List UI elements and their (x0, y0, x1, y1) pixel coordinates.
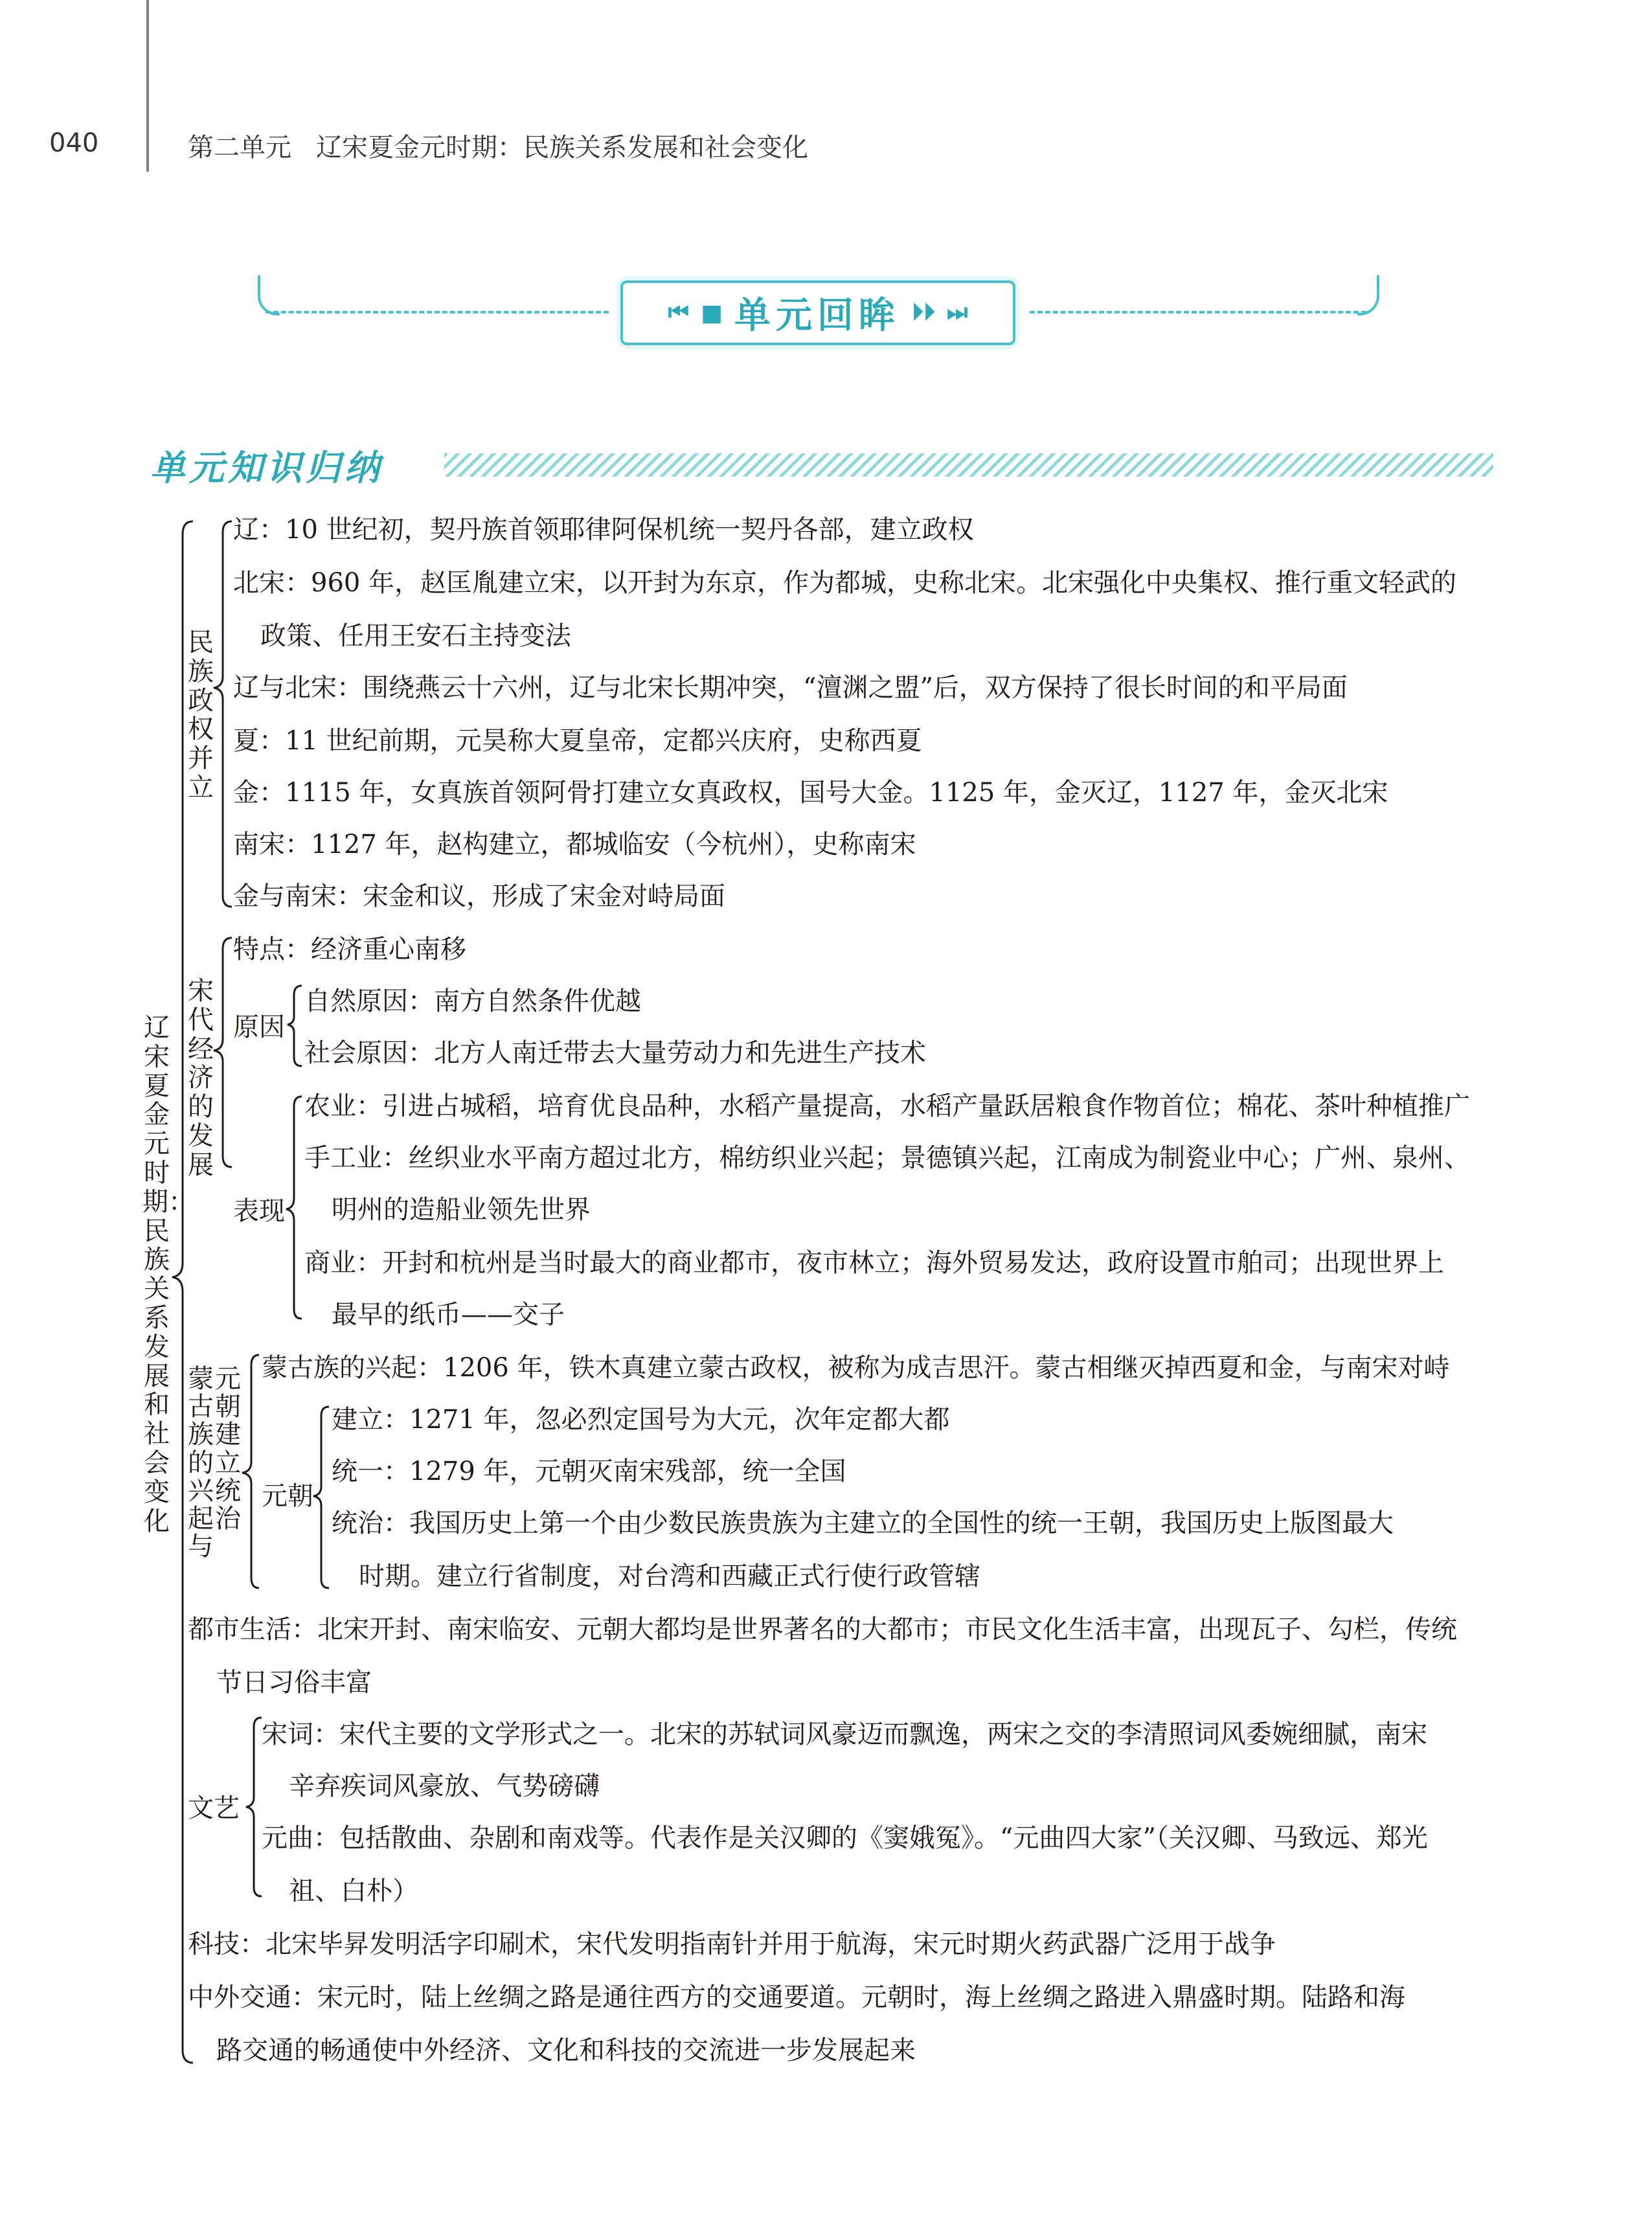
yuan-item-cont: 时期。建立行省制度，对台湾和西藏正式行使行政管辖 (359, 1562, 980, 1591)
perf-item: 农业：引进占城稻，培育优良品种，水稻产量提高，水稻产量跃居粮食作物首位；棉花、茶叶种植推广 (304, 1091, 1470, 1121)
economy-feature: 特点：经济重心南移 (233, 935, 466, 964)
yuan-label: 元朝 (262, 1481, 313, 1511)
regime-item: 夏：11 世纪前期，元昊称大夏皇帝，定都兴庆府，史称西夏 (233, 726, 922, 756)
yuan-item: 统治：我国历史上第一个由少数民族贵族为主建立的全国性的统一王朝，我国历史上版图最大 (332, 1508, 1394, 1538)
regime-item: 金：1115 年，女真族首领阿骨打建立女真政权，国号大金。1125 年，金灭辽，1127 年，金灭北宋 (233, 778, 1388, 808)
brace-perf (286, 1096, 302, 1319)
reason-item: 自然原因：南方自然条件优越 (304, 986, 641, 1016)
brace-yuan (313, 1407, 329, 1588)
play-icon: ⏵⏵ (912, 299, 935, 326)
banner-title: 单元回眸 (734, 295, 900, 337)
brace-mongol (242, 1355, 259, 1588)
arts-label: 文艺 (188, 1793, 240, 1823)
regime-item: 南宋：1127 年，赵构建立，都城临安（今杭州），史称南宋 (233, 830, 916, 859)
yuan-item: 建立：1271 年，忽必烈定国号为大元，次年定都大都 (332, 1405, 950, 1435)
regime-item-cont: 政策、任用王安石主持变法 (260, 621, 571, 651)
mongol-label-col1: 蒙古族的兴起与 (188, 1364, 214, 1562)
regime-item: 辽与北宋：围绕燕云十六州，辽与北宋长期冲突，“澶渊之盟”后，双方保持了很长时间的和平局面 (233, 673, 1348, 703)
arts-item-cont: 辛弃疾词风豪放、气势磅礴 (289, 1771, 600, 1801)
regime-item: 金与南宋：宋金和议，形成了宋金对峙局面 (233, 881, 725, 911)
outline-root-label: 辽宋夏金元时期：民族关系发展和社会变化 (142, 1013, 194, 1536)
perf-item: 手工业：丝织业水平南方超过北方，棉纺织业兴起；景德镇兴起，江南成为制瓷业中心；广州、泉州、 (304, 1143, 1470, 1173)
mongol-rise: 蒙古族的兴起：1206 年，铁木真建立蒙古政权，被称为成吉思汗。蒙古相继灭掉西夏和金，与南宋对峙 (262, 1353, 1450, 1383)
exchange-cont: 路交通的畅通使中外经济、文化和科技的交流进一步发展起来 (216, 2036, 916, 2065)
regimes-label: 民族政权并立 (188, 628, 214, 802)
page-number: 040 (49, 128, 99, 158)
economy-label: 宋代经济的发展 (188, 976, 214, 1180)
brace-regimes (214, 521, 232, 907)
yuan-item: 统一：1279 年，元朝灭南宋残部，统一全国 (332, 1457, 846, 1486)
fast-forward-icon: ⏭ (947, 299, 968, 326)
brace-arts (246, 1718, 262, 1896)
arts-item: 宋词：宋代主要的文学形式之一。北宋的苏轼词风豪迈而飘逸，两宋之交的李清照词风委婉细腻，南宋 (262, 1720, 1427, 1749)
arts-item-cont: 祖、白朴） (289, 1876, 418, 1906)
perf-item-cont: 最早的纸币——交子 (332, 1300, 565, 1330)
perf-item-cont: 明州的造船业领先世界 (332, 1195, 591, 1225)
unit-title: 辽宋夏金元时期：民族关系发展和社会变化 (316, 133, 808, 163)
perf-item: 商业：开封和杭州是当时最大的商业都市，夜市林立；海外贸易发达，政府设置市舶司；出现世界上 (304, 1248, 1444, 1278)
square-icon: ■ (700, 299, 723, 326)
perf-label: 表现 (233, 1196, 285, 1226)
regime-item: 辽：10 世纪初，契丹族首领耶律阿保机统一契丹各部，建立政权 (233, 515, 974, 545)
unit-number: 第二单元 (188, 133, 291, 163)
brace-reasons (288, 986, 302, 1066)
reason-item: 社会原因：北方人南迁带去大量劳动力和先进生产技术 (304, 1038, 926, 1068)
section-title: 单元知识归纳 (150, 448, 383, 488)
city-life: 都市生活：北宋开封、南宋临安、元朝大都均是世界著名的大都市；市民文化生活丰富，出现瓦子、勾栏，传统 (188, 1615, 1457, 1644)
reasons-label: 原因 (233, 1012, 285, 1042)
mongol-label-col2: 元朝建立统治 (215, 1364, 241, 1534)
tech: 科技：北宋毕昇发明活字印刷术，宋代发明指南针并用于航海，宋元时期火药武器广泛用于战争 (188, 1929, 1276, 1959)
exchange: 中外交通：宋元时，陆上丝绸之路是通往西方的交通要道。元朝时，海上丝绸之路进入鼎盛时期。陆路和海 (188, 1982, 1405, 2012)
city-life-cont: 节日习俗丰富 (216, 1668, 372, 1698)
regime-item: 北宋：960 年，赵匡胤建立宋，以开封为东京，作为都城，史称北宋。北宋强化中央集权、推行重文轻武的 (233, 568, 1457, 598)
arts-item: 元曲：包括散曲、杂剧和南戏等。代表作是关汉卿的《窦娥冤》。“元曲四大家”（关汉卿、马致远、郑光 (262, 1823, 1428, 1853)
brace-economy (214, 938, 232, 1167)
rewind-icon: ⏮ (668, 299, 689, 326)
